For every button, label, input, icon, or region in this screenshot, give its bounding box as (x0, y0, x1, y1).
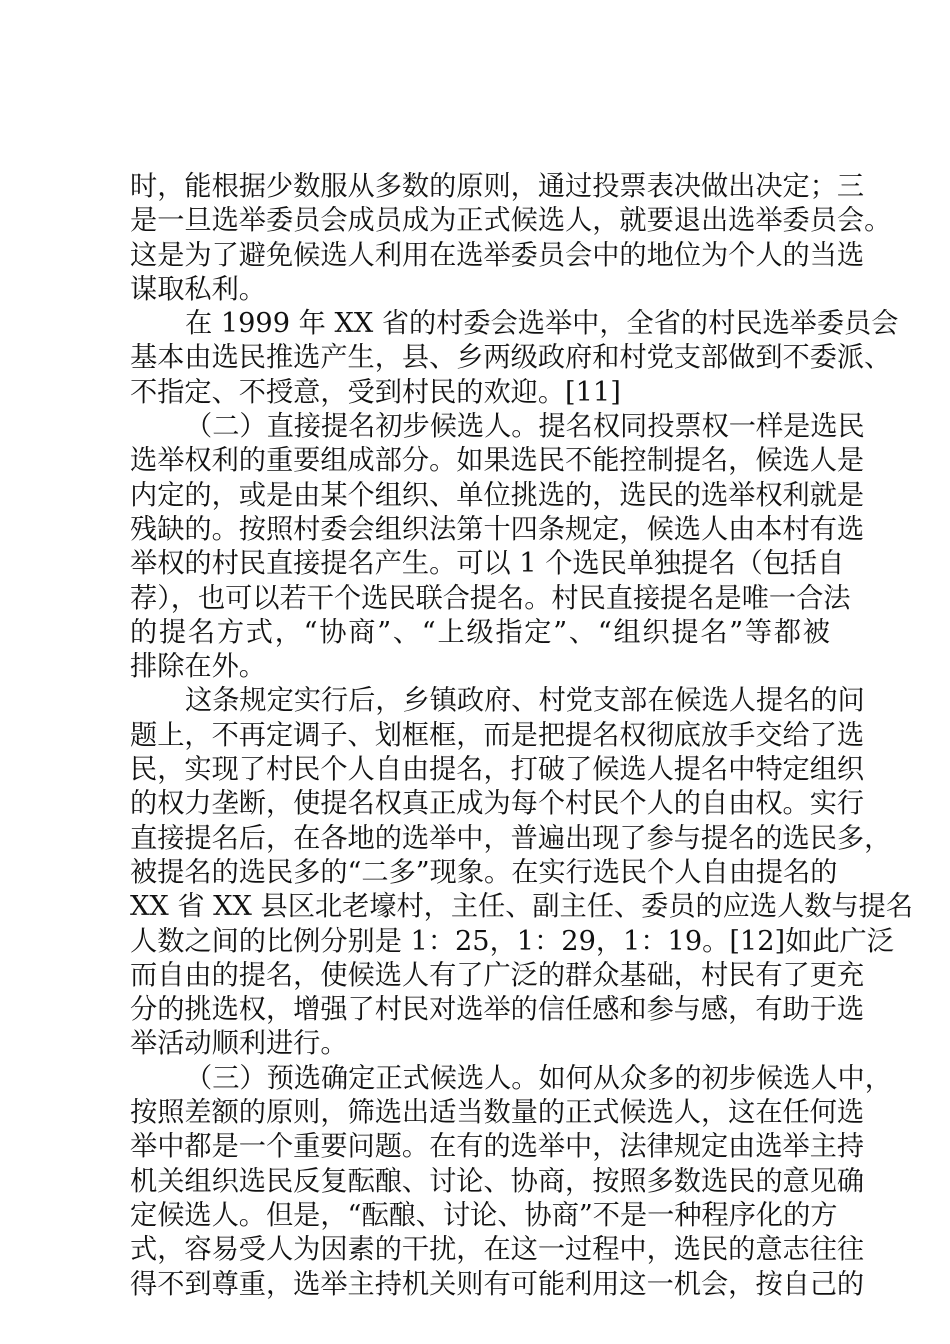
text-line: 时，能根据少数服从多数的原则，通过投票表决做出决定；三 (130, 171, 865, 202)
text-line: 这是为了避免候选人利用在选举委员会中的地位为个人的当选 (130, 239, 865, 271)
text-line: 人数之间的比例分别是 1：25，1：29，1：19。[12]如此广泛 (130, 925, 894, 957)
text-line: 分的挑选权，增强了村民对选举的信任感和参与感，有助于选 (130, 994, 865, 1026)
document-page (130, 170, 914, 1302)
text-line: 排除在外。 (130, 651, 266, 683)
text-line: 是一旦选举委员会成员成为正式候选人，就要退出选举委员会。 (130, 205, 892, 237)
text-line: 在 1999 年 XX 省的村委会选举中，全省的村民选举委员会 (185, 308, 899, 340)
text-line: （三）预选确定正式候选人。如何从众多的初步候选人中， (185, 1062, 892, 1094)
text-line: 得不到尊重，选举主持机关则有可能利用这一机会，按自己的 (130, 1268, 865, 1300)
text-line: 直接提名后，在各地的选举中，普遍出现了参与提名的选民多， (130, 822, 892, 854)
text-line: 举活动顺利进行。 (130, 1028, 348, 1060)
text-line: 的提名方式，“协商”、“上级指定”、“组织提名”等都被 (130, 616, 830, 648)
text-line: 不指定、不授意，受到村民的欢迎。[11] (130, 376, 621, 408)
text-line: 内定的，或是由某个组织、单位挑选的，选民的选举权利就是 (130, 479, 865, 511)
text-line: 选举权利的重要组成部分。如果选民不能控制提名，候选人是 (130, 445, 865, 477)
text-line: 举中都是一个重要问题。在有的选举中，法律规定由选举主持 (130, 1131, 865, 1163)
text-line: 举权的村民直接提名产生。可以 1 个选民单独提名（包括自 (130, 548, 845, 580)
text-line: 而自由的提名，使候选人有了广泛的群众基础，村民有了更充 (130, 959, 865, 991)
text-line: 题上，不再定调子、划框框，而是把提名权彻底放手交给了选 (130, 719, 865, 751)
text-line: 残缺的。按照村委会组织法第十四条规定，候选人由本村有选 (130, 513, 865, 545)
text-line: 定候选人。但是，“酝酿、讨论、协商”不是一种程序化的方 (130, 1199, 838, 1231)
text-line: XX 省 XX 县区北老壕村，主任、副主任、委员的应选人数与提名 (130, 891, 914, 923)
text-line: 基本由选民推选产生，县、乡两级政府和村党支部做到不委派、 (130, 342, 892, 374)
text-line: 荐），也可以若干个选民联合提名。村民直接提名是唯一合法 (130, 582, 851, 614)
text-line: 式，容易受人为因素的干扰，在这一过程中，选民的意志往往 (130, 1234, 865, 1266)
text-line: 按照差额的原则，筛选出适当数量的正式候选人，这在任何选 (130, 1097, 865, 1129)
text-line: （二）直接提名初步候选人。提名权同投票权一样是选民 (185, 411, 865, 443)
text-line: 被提名的选民多的“二多”现象。在实行选民个人自由提名的 (130, 856, 838, 888)
text-line: 机关组织选民反复酝酿、讨论、协商，按照多数选民的意见确 (130, 1165, 865, 1197)
text-line: 谋取私利。 (130, 273, 266, 305)
text-line: 这条规定实行后，乡镇政府、村党支部在候选人提名的问 (185, 685, 865, 717)
text-line: 的权力垄断，使提名权真正成为每个村民个人的自由权。实行 (130, 788, 865, 820)
text-line: 民，实现了村民个人自由提名，打破了候选人提名中特定组织 (130, 754, 865, 786)
